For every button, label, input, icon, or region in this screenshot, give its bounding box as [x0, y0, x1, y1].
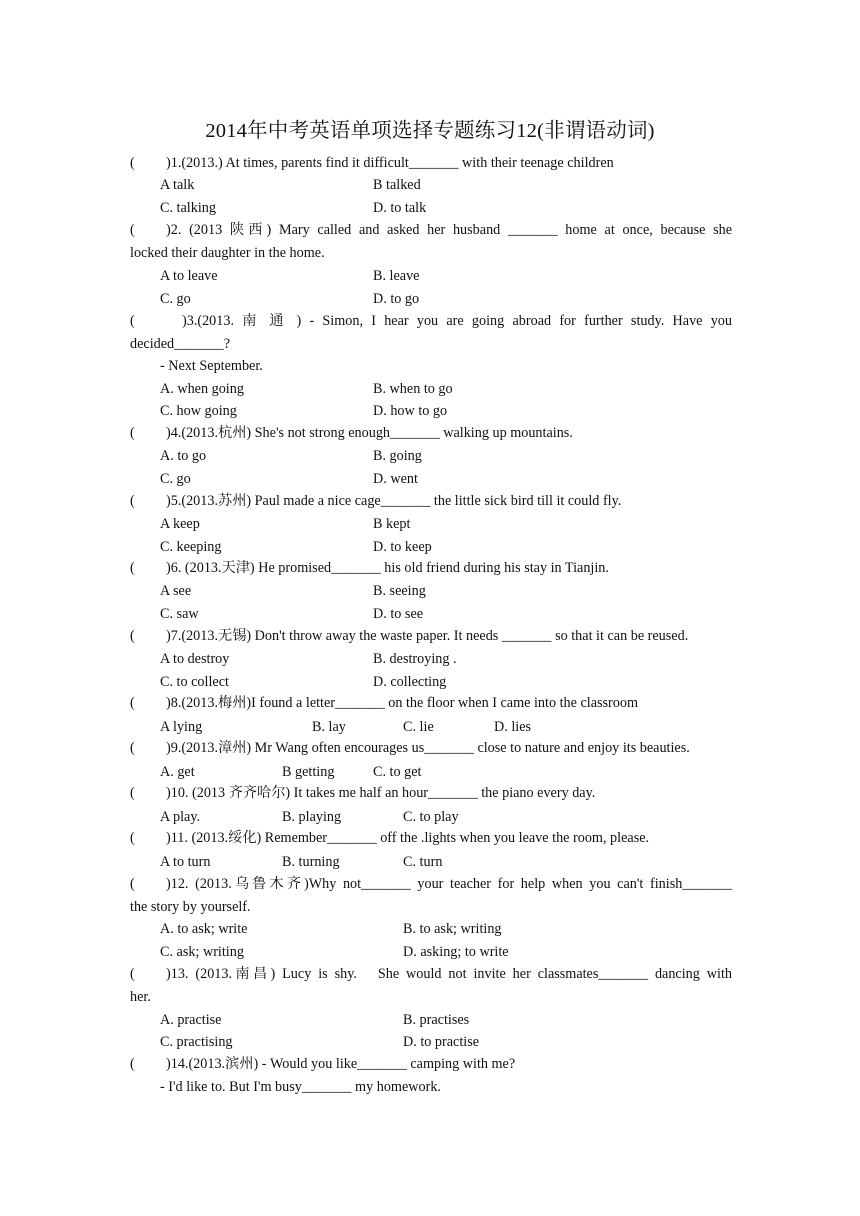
option: B kept	[373, 516, 411, 532]
question-14	[130, 1053, 732, 1075]
answer-blank: (	[130, 313, 135, 329]
option: A keep	[160, 516, 200, 532]
question-text: )14.(2013.滨州) - Would you like_______ camping with me?	[166, 1056, 516, 1072]
option: A play.	[160, 809, 201, 825]
question-3	[130, 310, 732, 332]
question-continuation: locked their daughter in the home.	[130, 245, 325, 261]
option: B getting	[282, 764, 335, 780]
answer-blank: (	[130, 876, 135, 892]
option: A. when going	[160, 381, 244, 397]
question-2	[130, 219, 732, 241]
question-text: )8.(2013.梅州)I found a letter_______ on the floor when I came into the classroom	[166, 695, 639, 711]
answer-blank: (	[130, 560, 135, 576]
question-text: )11. (2013.绥化) Remember_______ off the .lights when you leave the room, please.	[166, 830, 650, 846]
question-13	[130, 963, 732, 985]
option: B. playing	[282, 809, 342, 825]
question-11	[130, 827, 732, 849]
option: C. to get	[373, 764, 422, 780]
question-10	[130, 782, 732, 804]
option: C. turn	[403, 854, 443, 870]
answer-blank: (	[130, 155, 135, 171]
answer-blank: (	[130, 628, 135, 644]
option: B. practises	[403, 1012, 470, 1028]
option: B. to ask; writing	[403, 921, 502, 937]
question-7	[130, 625, 732, 647]
question-12	[130, 873, 732, 895]
option: D. to talk	[373, 200, 427, 216]
question-9	[130, 737, 732, 759]
answer-blank: (	[130, 740, 135, 756]
option: B. leave	[373, 268, 420, 284]
option: D. lies	[494, 719, 532, 735]
option: A to destroy	[160, 651, 230, 667]
answer-blank: (	[130, 493, 135, 509]
option: D. how to go	[373, 403, 448, 419]
option: D. asking; to write	[403, 944, 509, 960]
option: D. to practise	[403, 1034, 480, 1050]
question-text: )10. (2013 齐齐哈尔) It takes me half an hour_______ the piano every day.	[166, 785, 596, 801]
option: C. go	[160, 291, 191, 307]
option: A. get	[160, 764, 195, 780]
option: A. to ask; write	[160, 921, 248, 937]
question-text: )6. (2013.天津) He promised_______ his old friend during his stay in Tianjin.	[166, 560, 609, 576]
answer-blank: (	[130, 785, 135, 801]
option: B. lay	[312, 719, 346, 735]
option: A to leave	[160, 268, 218, 284]
question-1	[130, 152, 732, 174]
question-text: )12. (2013.乌鲁木齐)Why not_______ your teacher for help when you can't finish_______	[166, 876, 732, 892]
question-5	[130, 490, 732, 512]
dialogue-reply: - Next September.	[160, 358, 263, 374]
option: C. practising	[160, 1034, 233, 1050]
option: C. to collect	[160, 674, 229, 690]
option: C. how going	[160, 403, 237, 419]
option: A. to go	[160, 448, 207, 464]
question-text: )9.(2013.漳州) Mr Wang often encourages us_______ close to nature and enjoy its beauties.	[166, 740, 690, 756]
option: A talk	[160, 177, 195, 193]
option: D. collecting	[373, 674, 447, 690]
answer-blank: (	[130, 695, 135, 711]
option: D. to go	[373, 291, 420, 307]
question-text: )7.(2013.无锡) Don't throw away the waste paper. It needs _______ so that it can be reused.	[166, 628, 689, 644]
answer-blank: (	[130, 1056, 135, 1072]
option: C. saw	[160, 606, 199, 622]
question-continuation: decided_______?	[130, 336, 231, 352]
question-text: )4.(2013.杭州) She's not strong enough_______ walking up mountains.	[166, 425, 573, 441]
option: B. destroying .	[373, 651, 457, 667]
question-6	[130, 557, 732, 579]
answer-blank: (	[130, 966, 135, 982]
option: A to turn	[160, 854, 211, 870]
option: C. to play	[403, 809, 459, 825]
question-text: )13. (2013.南昌) Lucy is shy. She would not invite her classmates_______ dancing with	[166, 966, 732, 982]
question-text: )5.(2013.苏州) Paul made a nice cage_______ the little sick bird till it could fly.	[166, 493, 622, 509]
option: B talked	[373, 177, 421, 193]
answer-blank: (	[130, 222, 135, 238]
question-text: )3.(2013. 南 通 ) - Simon, I hear you are going abroad for further study. Have you	[182, 313, 732, 329]
option: A. practise	[160, 1012, 222, 1028]
question-8	[130, 692, 732, 714]
page-title: 2014年中考英语单项选择专题练习12(非谓语动词)	[205, 120, 655, 142]
question-continuation: the story by yourself.	[130, 899, 251, 915]
option: B. when to go	[373, 381, 453, 397]
option: C. talking	[160, 200, 216, 216]
question-4	[130, 422, 732, 444]
option: B. seeing	[373, 583, 426, 599]
question-text: )1.(2013.) At times, parents find it difficult_______ with their teenage children	[166, 155, 614, 171]
option: D. to see	[373, 606, 424, 622]
option: A see	[160, 583, 192, 599]
option: C. keeping	[160, 539, 222, 555]
answer-blank: (	[130, 425, 135, 441]
option: D. went	[373, 471, 418, 487]
option: A lying	[160, 719, 203, 735]
option: C. ask; writing	[160, 944, 244, 960]
question-text: )2. (2013 陕西) Mary called and asked her husband _______ home at once, because she	[166, 222, 732, 238]
option: B. going	[373, 448, 422, 464]
answer-blank: (	[130, 830, 135, 846]
question-continuation: her.	[130, 989, 151, 1005]
option: C. go	[160, 471, 191, 487]
option: B. turning	[282, 854, 340, 870]
dialogue-reply: - I'd like to. But I'm busy_______ my homework.	[160, 1079, 441, 1095]
option: D. to keep	[373, 539, 432, 555]
option: C. lie	[403, 719, 434, 735]
